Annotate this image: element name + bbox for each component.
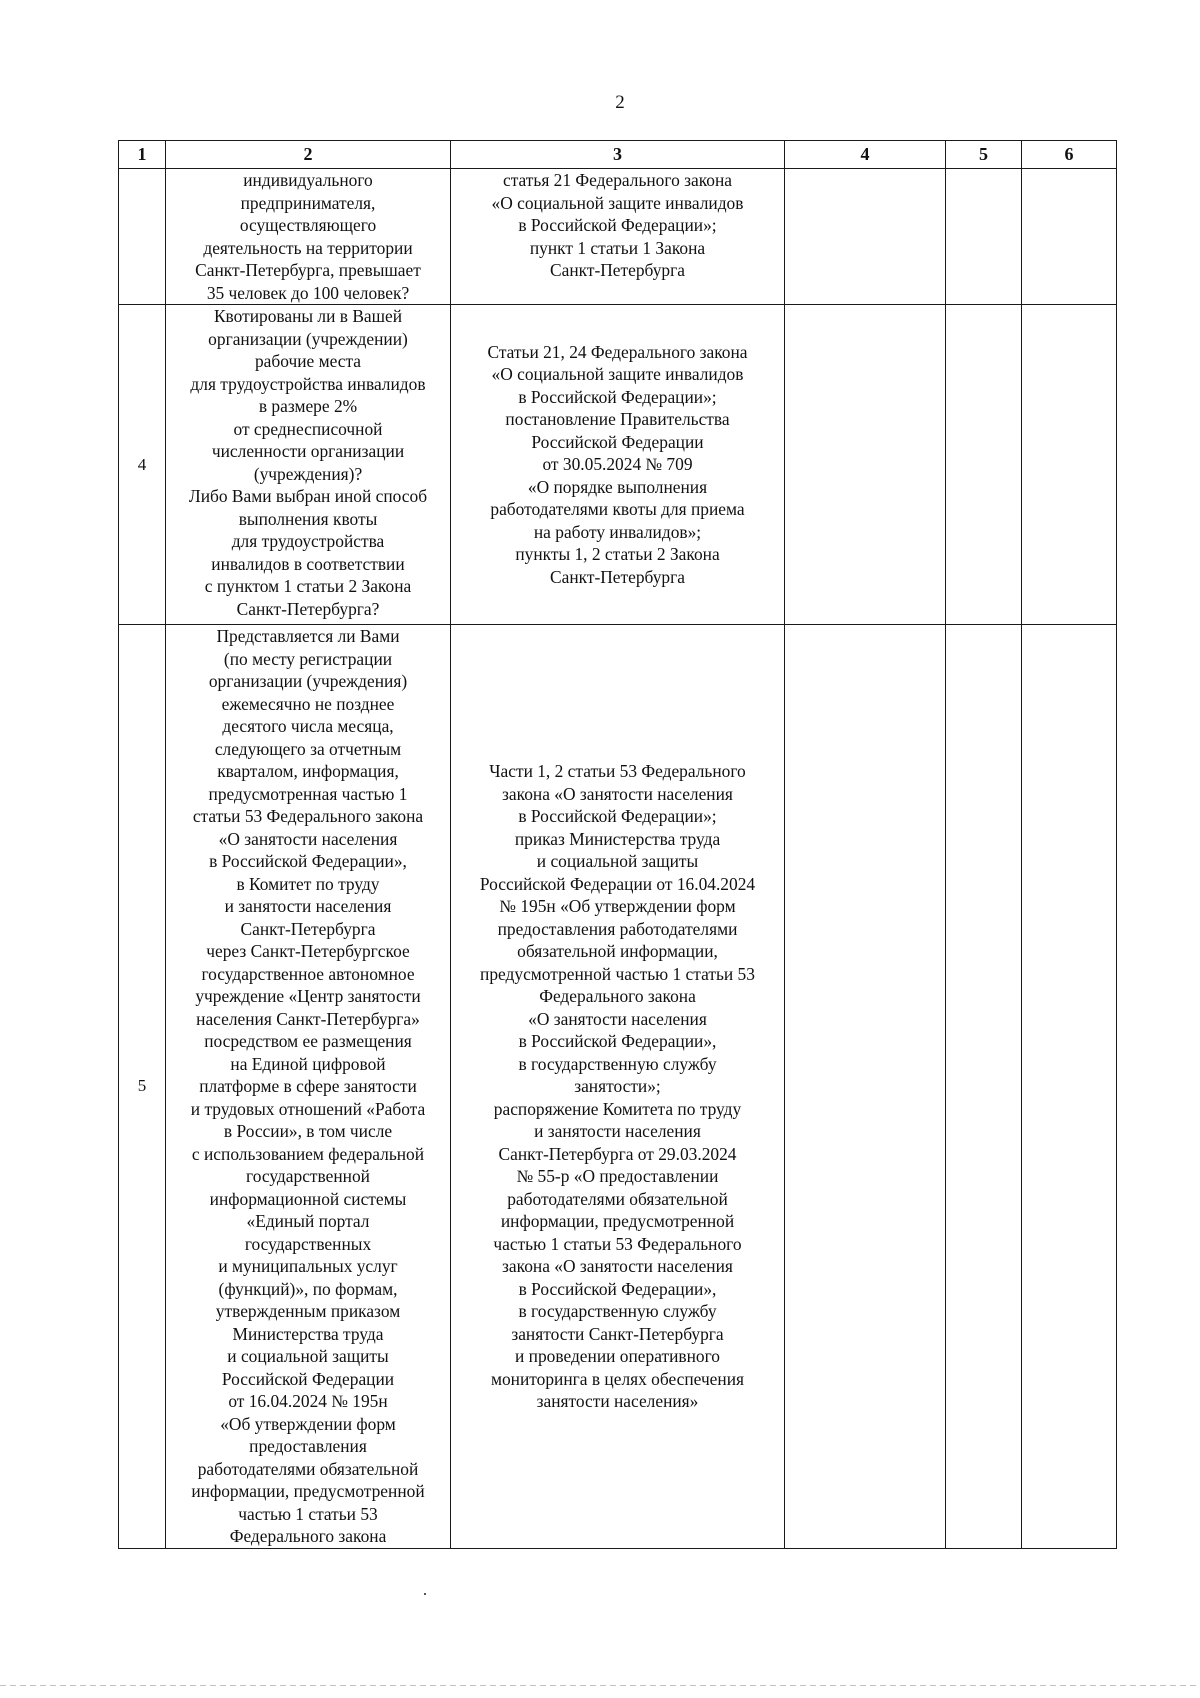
answer-cell-col4	[785, 625, 946, 1549]
question-line: в Российской Федерации»,	[209, 851, 407, 871]
row-number	[119, 169, 166, 305]
question-line: (учреждения)?	[253, 463, 363, 484]
question-line: государственных	[244, 1233, 372, 1254]
column-header-1: 1	[119, 141, 166, 169]
legal-basis-line: работодателями квоты для приема	[490, 499, 745, 520]
question-line: деятельность на территории	[203, 237, 413, 258]
legal-basis-line: частью 1 статьи 53 Федерального	[493, 1233, 742, 1254]
question-line: в размере 2%	[258, 396, 358, 416]
question-line: для трудоустройства инвалидов	[190, 373, 426, 394]
question-line: следующего за отчетным	[214, 738, 402, 759]
legal-basis-line: обязательной информации,	[517, 941, 718, 961]
question-line: ежемесячно не позднее	[221, 693, 395, 714]
question-line: организации (учреждении)	[208, 328, 408, 349]
legal-basis-line: в государственную службу	[518, 1301, 717, 1321]
legal-basis-line: распоряжение Комитета по труду	[493, 1098, 742, 1119]
question-line: десятого числа месяца,	[222, 716, 394, 736]
legal-basis-line: предусмотренной частью 1 статьи 53	[480, 963, 755, 984]
legal-basis-line: «О социальной защите инвалидов	[491, 364, 744, 385]
legal-basis-line: Федерального закона	[539, 986, 696, 1006]
column-header-row	[119, 141, 1117, 169]
table-row	[119, 305, 1117, 625]
scan-edge-line	[0, 1685, 1200, 1686]
row-number: 4	[119, 305, 166, 625]
answer-cell-col6	[1022, 169, 1117, 305]
question-line: предпринимателя,	[240, 192, 376, 213]
question-line: информации, предусмотренной	[191, 1481, 425, 1501]
legal-basis-line: пункты 1, 2 статьи 2 Закона	[515, 544, 720, 565]
question-line: работодателями обязательной	[197, 1458, 419, 1479]
legal-basis-line: статья 21 Федерального закона	[502, 170, 732, 190]
question-line: Санкт-Петербурга	[240, 918, 376, 939]
legal-basis-line: в государственную службу	[518, 1053, 717, 1074]
question-line: информационной системы	[209, 1188, 407, 1209]
legal-basis-line: постановление Правительства	[505, 409, 730, 430]
question-line: посредством ее размещения	[204, 1031, 412, 1051]
question-line: от среднесписочной	[233, 418, 383, 439]
answer-cell-col4	[785, 305, 946, 625]
legal-basis-line: от 30.05.2024 № 709	[542, 454, 693, 475]
question-line: Санкт-Петербурга?	[236, 598, 380, 619]
question-line: с использованием федеральной	[191, 1143, 425, 1164]
checklist-table	[118, 140, 1117, 1549]
question-line: индивидуального	[243, 170, 373, 190]
answer-cell-col6	[1022, 305, 1117, 625]
legal-basis-line: на работу инвалидов»;	[533, 521, 702, 542]
page-number: 2	[615, 92, 625, 113]
question-line: «О занятости населения	[218, 828, 398, 849]
legal-basis-line: занятости Санкт-Петербурга	[511, 1323, 724, 1344]
question-line: инвалидов в соответствии	[211, 553, 405, 574]
legal-basis-line: информации, предусмотренной	[500, 1211, 735, 1231]
scan-speck	[424, 1593, 426, 1595]
row-number: 5	[119, 625, 166, 1549]
legal-basis-line: и проведении оперативного	[515, 1346, 720, 1366]
legal-basis-line: Части 1, 2 статьи 53 Федерального	[489, 761, 746, 781]
legal-basis-line: пункт 1 статьи 1 Закона	[529, 237, 706, 258]
question-line: Санкт-Петербурга, превышает	[195, 260, 421, 280]
legal-basis-line: «О социальной защите инвалидов	[491, 192, 744, 213]
legal-basis-line: закона «О занятости населения	[502, 1256, 733, 1276]
legal-basis-cell	[451, 169, 785, 305]
legal-basis-line: закона «О занятости населения	[502, 783, 733, 804]
question-line: предоставления	[249, 1436, 367, 1456]
column-header-5: 5	[946, 141, 1022, 169]
legal-basis-line: «О порядке выполнения	[527, 476, 708, 497]
legal-basis-line: Санкт-Петербурга	[550, 260, 685, 280]
question-line: Российской Федерации	[221, 1368, 395, 1389]
question-line: предусмотренная частью 1	[208, 783, 408, 804]
question-line: статьи 53 Федерального закона	[192, 806, 424, 826]
answer-cell-col5	[946, 305, 1022, 625]
legal-basis-cell	[451, 625, 785, 1549]
question-line: через Санкт-Петербургское	[206, 941, 410, 961]
table-row	[119, 625, 1117, 1549]
answer-cell-col5	[946, 169, 1022, 305]
question-line: «Об утверждении форм	[220, 1413, 396, 1434]
legal-basis-line: приказ Министерства труда	[514, 828, 721, 849]
question-line: для трудоустройства	[231, 531, 385, 551]
question-line: частью 1 статьи 53	[238, 1503, 378, 1524]
legal-basis-line: № 195н «Об утверждении форм	[499, 896, 736, 916]
question-line: от 16.04.2024 № 195н	[228, 1391, 388, 1411]
legal-basis-line: «О занятости населения	[528, 1008, 707, 1029]
question-cell	[166, 169, 451, 305]
legal-basis-line: работодателями обязательной	[507, 1188, 728, 1209]
column-header-2: 2	[166, 141, 451, 169]
question-line: «Единый портал	[246, 1211, 370, 1231]
legal-basis-line: занятости населения»	[536, 1391, 699, 1411]
legal-basis-line: Статьи 21, 24 Федерального закона	[487, 341, 748, 362]
legal-basis-line: Санкт-Петербурга от 29.03.2024	[498, 1143, 737, 1164]
question-line: численности организации	[211, 441, 405, 461]
question-line: (по месту регистрации	[223, 648, 393, 669]
legal-basis-line: мониторинга в целях обеспечения	[490, 1368, 745, 1389]
legal-basis-line: предоставления работодателями	[497, 918, 738, 939]
column-header-3: 3	[451, 141, 785, 169]
legal-basis-cell	[451, 305, 785, 625]
question-line: в Комитет по труду	[236, 873, 380, 894]
question-line: Либо Вами выбран иной способ	[188, 486, 428, 506]
legal-basis-line: № 55-р «О предоставлении	[516, 1166, 719, 1186]
legal-basis-line: в Российской Федерации»;	[518, 215, 717, 235]
question-line: на Единой цифровой	[230, 1053, 386, 1074]
legal-basis-line: в Российской Федерации»;	[518, 806, 717, 826]
question-cell	[166, 305, 451, 625]
column-header-4: 4	[785, 141, 946, 169]
question-line: государственной	[246, 1166, 370, 1186]
legal-basis-line: в Российской Федерации»;	[518, 386, 717, 407]
question-line: Квотированы ли в Вашей	[213, 306, 403, 326]
question-line: платформе в сфере занятости	[199, 1076, 417, 1096]
question-line: утвержденным приказом	[215, 1301, 401, 1321]
question-line: Министерства труда	[232, 1323, 384, 1344]
question-cell	[166, 625, 451, 1549]
legal-basis-line: в Российской Федерации»,	[518, 1031, 717, 1051]
question-line: и трудовых отношений «Работа	[190, 1098, 426, 1119]
question-line: организации (учреждения)	[208, 671, 408, 691]
answer-cell-col6	[1022, 625, 1117, 1549]
question-line: Федерального закона	[229, 1526, 387, 1546]
question-line: населения Санкт-Петербурга»	[196, 1008, 420, 1029]
legal-basis-line: Российской Федерации от 16.04.2024	[479, 873, 756, 894]
question-line: и социальной защиты	[227, 1346, 389, 1366]
answer-cell-col5	[946, 625, 1022, 1549]
legal-basis-line: в Российской Федерации»,	[518, 1278, 717, 1299]
question-line: рабочие места	[254, 351, 362, 371]
legal-basis-line: и социальной защиты	[536, 851, 699, 871]
question-line: и муниципальных услуг	[218, 1256, 398, 1276]
question-line: и занятости населения	[224, 896, 392, 916]
table-row	[119, 169, 1117, 305]
question-line: осуществляющего	[239, 215, 377, 235]
question-line: выполнения квоты	[238, 508, 378, 529]
legal-basis-line: и занятости населения	[534, 1121, 701, 1141]
column-header-6: 6	[1022, 141, 1117, 169]
legal-basis-line: Санкт-Петербурга	[550, 566, 685, 587]
question-line: Представляется ли Вами	[216, 626, 400, 646]
legal-basis-line: занятости»;	[574, 1076, 661, 1096]
question-line: государственное автономное	[201, 963, 415, 984]
question-line: с пунктом 1 статьи 2 Закона	[204, 576, 412, 596]
legal-basis-line: Российской Федерации	[531, 431, 704, 452]
question-line: (функций)», по формам,	[218, 1278, 398, 1299]
question-line: кварталом, информация,	[217, 761, 399, 781]
question-line: учреждение «Центр занятости	[195, 986, 421, 1006]
question-line: 35 человек до 100 человек?	[206, 282, 410, 303]
answer-cell-col4	[785, 169, 946, 305]
question-line: в России», в том числе	[223, 1121, 393, 1141]
